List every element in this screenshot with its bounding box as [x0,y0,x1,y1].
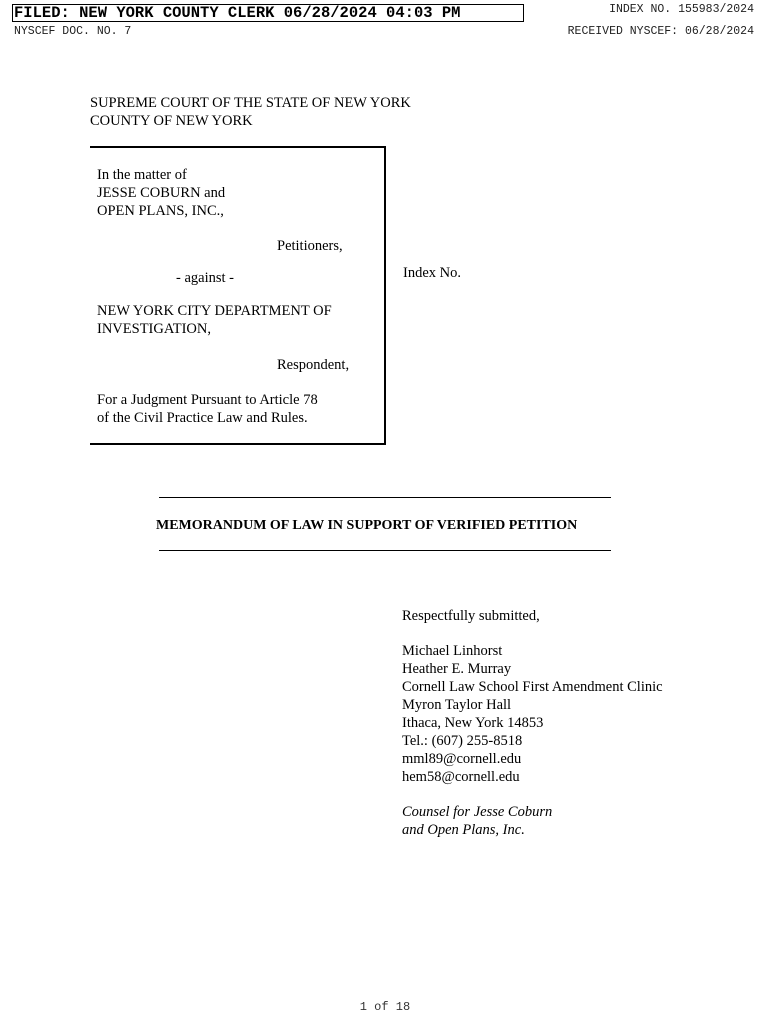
petitioner-name: OPEN PLANS, INC., [97,203,224,219]
judgment-description: of the Civil Practice Law and Rules. [97,410,308,426]
attorney-name: Michael Linhorst [402,643,503,659]
index-no-label: Index No. [403,265,461,281]
counsel-line: Counsel for Jesse Coburn [402,804,553,820]
petitioners-label: Petitioners, [277,238,343,254]
received-date: RECEIVED NYSCEF: 06/28/2024 [567,25,754,38]
attorney-name: Heather E. Murray [402,661,512,677]
filed-stamp: FILED: NEW YORK COUNTY CLERK 06/28/2024 04:03 PM [12,4,524,22]
document-title: MEMORANDUM OF LAW IN SUPPORT OF VERIFIED PETITION [156,518,578,533]
nyscef-doc-number: NYSCEF DOC. NO. 7 [14,25,132,38]
judgment-description: For a Judgment Pursuant to Article 78 [97,392,318,408]
title-rule-bottom [159,550,611,551]
page-number: 1 of 18 [359,1000,411,1014]
matter-line: In the matter of [97,167,187,183]
address-line: Myron Taylor Hall [402,697,512,713]
respondent-name: NEW YORK CITY DEPARTMENT OF [97,303,332,319]
clinic-name: Cornell Law School First Amendment Clinic [402,679,663,695]
email: mml89@cornell.edu [402,751,522,767]
counsel-line: and Open Plans, Inc. [402,822,525,838]
respondent-name: INVESTIGATION, [97,321,211,337]
petitioner-name: JESSE COBURN and [97,185,226,201]
court-name: SUPREME COURT OF THE STATE OF NEW YORK [90,95,411,111]
index-number: INDEX NO. 155983/2024 [609,3,754,16]
email: hem58@cornell.edu [402,769,520,785]
against-label: - against - [176,270,234,286]
telephone: Tel.: (607) 255-8518 [402,733,523,749]
closing-line: Respectfully submitted, [402,608,540,624]
county-name: COUNTY OF NEW YORK [90,113,253,129]
address-line: Ithaca, New York 14853 [402,715,544,731]
respondent-label: Respondent, [277,357,350,373]
title-rule-top [159,497,611,498]
